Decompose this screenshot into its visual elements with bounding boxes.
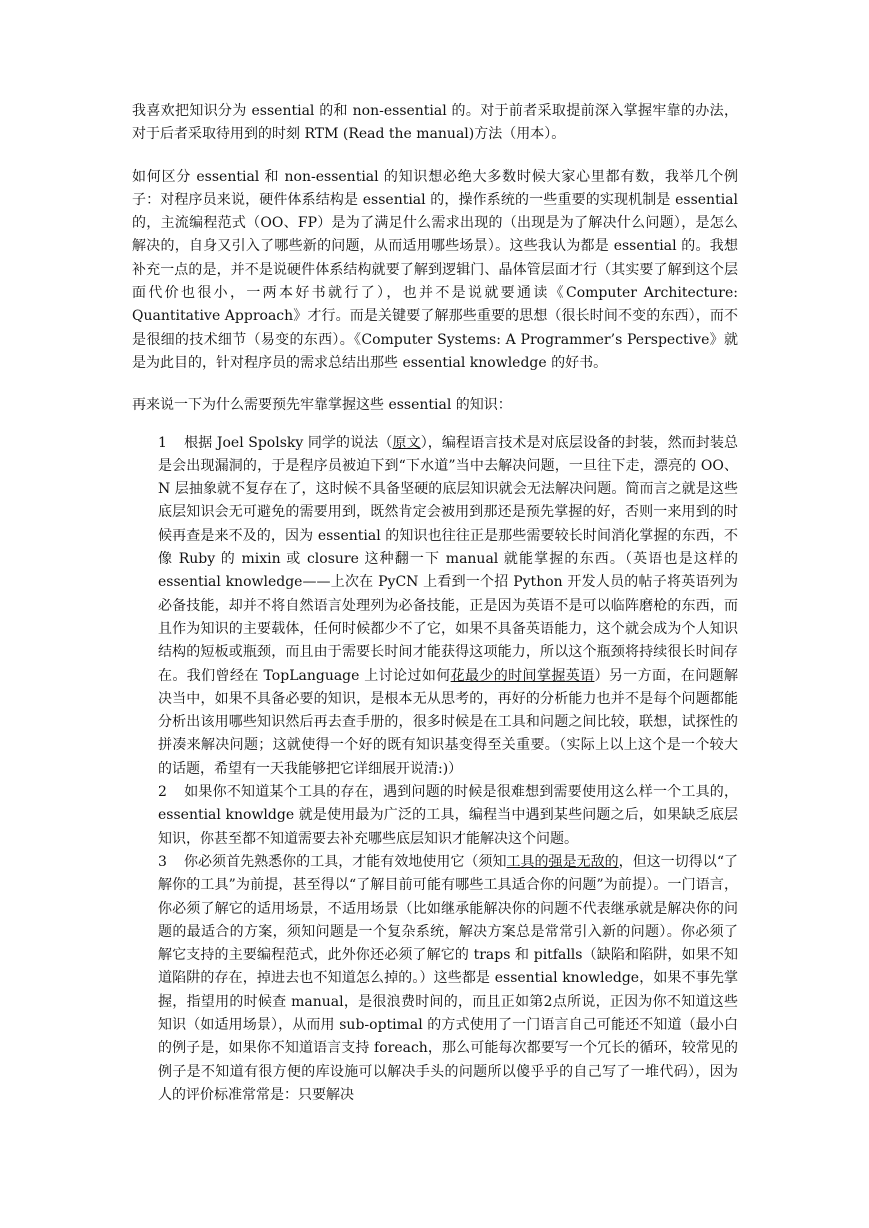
list-number: 2 xyxy=(158,784,167,801)
list-number: 1 xyxy=(158,434,167,451)
list-item-1 xyxy=(158,432,738,781)
learn-english-link[interactable]: 花最少的时间掌握英语 xyxy=(450,667,595,684)
item-text: 根据 Joel Spolsky 同学的说法（ xyxy=(184,434,393,451)
list-item-3 xyxy=(158,851,738,1107)
item-text: ），编程语言技术是对底层设备的封装，然而封装总是会出现漏洞的，于是程序员被迫下到“下水道”当中去解决问题，一旦往下走，漂亮的 OO、N 层抽象就不复存在了，这时候不具备坚硬的底层知识就会无法解决问题。简而言之就是这些底层知识会无可避免的需要用到，既然肯定会被用到那还是预先掌握的好，否则一来用到的时候再查是来不及的，因为 essential 的知识也往往正是那些需要较长时间消化掌握的东西，不像 Ruby 的 mixin 或 closure 这种翻一下 manual 就能掌握的东西。（英语也是这样的 essential knowledge——上次在 PyCN 上看到一个招 Python 开发人员的帖子将英语列为必备技能，却并不将自然语言处理列为必备技能，正是因为英语不是可以临阵磨枪的东西，而且作为知识的主要载体，任何时候都少不了它，如果不具备英语能力，这个就会成为个人知识结构的短板或瓶颈，而且由于需要长时间才能获得这项能力，所以这个瓶颈将持续很长时间存在。我们曾经在 TopLanguage 上讨论过如何 xyxy=(158,434,739,684)
tools-power-link[interactable]: 工具的强是无敌的 xyxy=(506,853,619,870)
item-text: ，但这一切得以“了解你的工具”为前提，甚至得以“了解目前可能有哪些工具适合你的问题”为前提）。一门语言，你必须了解它的适用场景，不适用场景（比如继承能解决你的问题不代表继承就是解决你的问题的最适合的方案，须知问题是一个复杂系统，解决方案总是常常引入新的问题）。你必须了解它支持的主要编程范式，此外你还必须了解它的 traps 和 pitfalls（缺陷和陷阱，如果不知道陷阱的存在，掉进去也不知道怎么掉的。）这些都是 essential knowledge，如果不事先掌握，指望用的时候查 manual，是很浪费时间的，而且正如第2点所说，正因为你不知道这些知识（如适用场景），从而用 sub-optimal 的方式使用了一门语言自己可能还不知道（最小白的例子是，如果你不知道语言支持 foreach，那么可能每次都要写一个冗长的循环，较常见的例子是不知道有很方便的库设施可以解决手头的问题所以傻乎乎的自己写了一堆代码），因为人的评价标准常常是：只要解决 xyxy=(158,853,738,1103)
document-page xyxy=(132,100,738,1107)
list-item-2 xyxy=(158,781,738,851)
reasons-list xyxy=(132,432,738,1108)
paragraph-intro: 我喜欢把知识分为 essential 的和 non-essential 的。对于前者采取提前深入掌握牢靠的办法，对于后者采取待用到的时刻 RTM (Read the manual)方法（用本）。 xyxy=(132,103,738,143)
paragraph-essential-examples: 如何区分 essential 和 non-essential 的知识想必绝大多数时候大家心里都有数，我举几个例子：对程序员来说，硬件体系结构是 essential 的，操作系统的一些重要的实现机制是 essential 的，主流编程范式（OO、FP）是为了满足什么需求出现的（出现是为了解决什么问题），是怎么解决的，自身又引入了哪些新的问题，从而适用哪些场景）。这些我认为都是 essential 的。我想补充一点的是，并不是说硬件体系结构就要了解到逻辑门、晶体管层面才行（其实要了解到这个层面代价也很小，一两本好书就行了），也并不是说就要通读《Computer Architecture: Quantitative Approach》才行。而是关键要了解那些重要的思想（很长时间不变的东西），而不是很细的技术细节（易变的东西）。《Computer Systems: A Programmer’s Perspective》就是为此目的，针对程序员的需求总结出那些 essential knowledge 的好书。 xyxy=(132,168,738,371)
paragraph-why-heading: 再来说一下为什么需要预先牢靠掌握这些 essential 的知识： xyxy=(132,397,512,414)
original-article-link[interactable]: 原文 xyxy=(392,434,421,451)
item-text: 你必须首先熟悉你的工具，才能有效地使用它（须知 xyxy=(184,853,507,870)
list-number: 3 xyxy=(158,853,167,870)
item-text: ）另一方面，在问题解决当中，如果不具备必要的知识，是根本无从思考的，再好的分析能力也并不是每个问题都能分析出该用哪些知识然后再去查手册的，很多时候是在工具和问题之间比较，联想，试探性的拼凑来解决问题；这就使得一个好的既有知识基变得至关重要。（实际上以上这个是一个较大的话题，希望有一天我能够把它详细展开说清:)） xyxy=(158,667,738,777)
item-text: 如果你不知道某个工具的存在，遇到问题的时候是很难想到需要使用这么样一个工具的，essential knowldge 就是使用最为广泛的工具，编程当中遇到某些问题之后，如果缺乏底层知识，你甚至都不知道需要去补充哪些底层知识才能解决这个问题。 xyxy=(158,784,738,847)
